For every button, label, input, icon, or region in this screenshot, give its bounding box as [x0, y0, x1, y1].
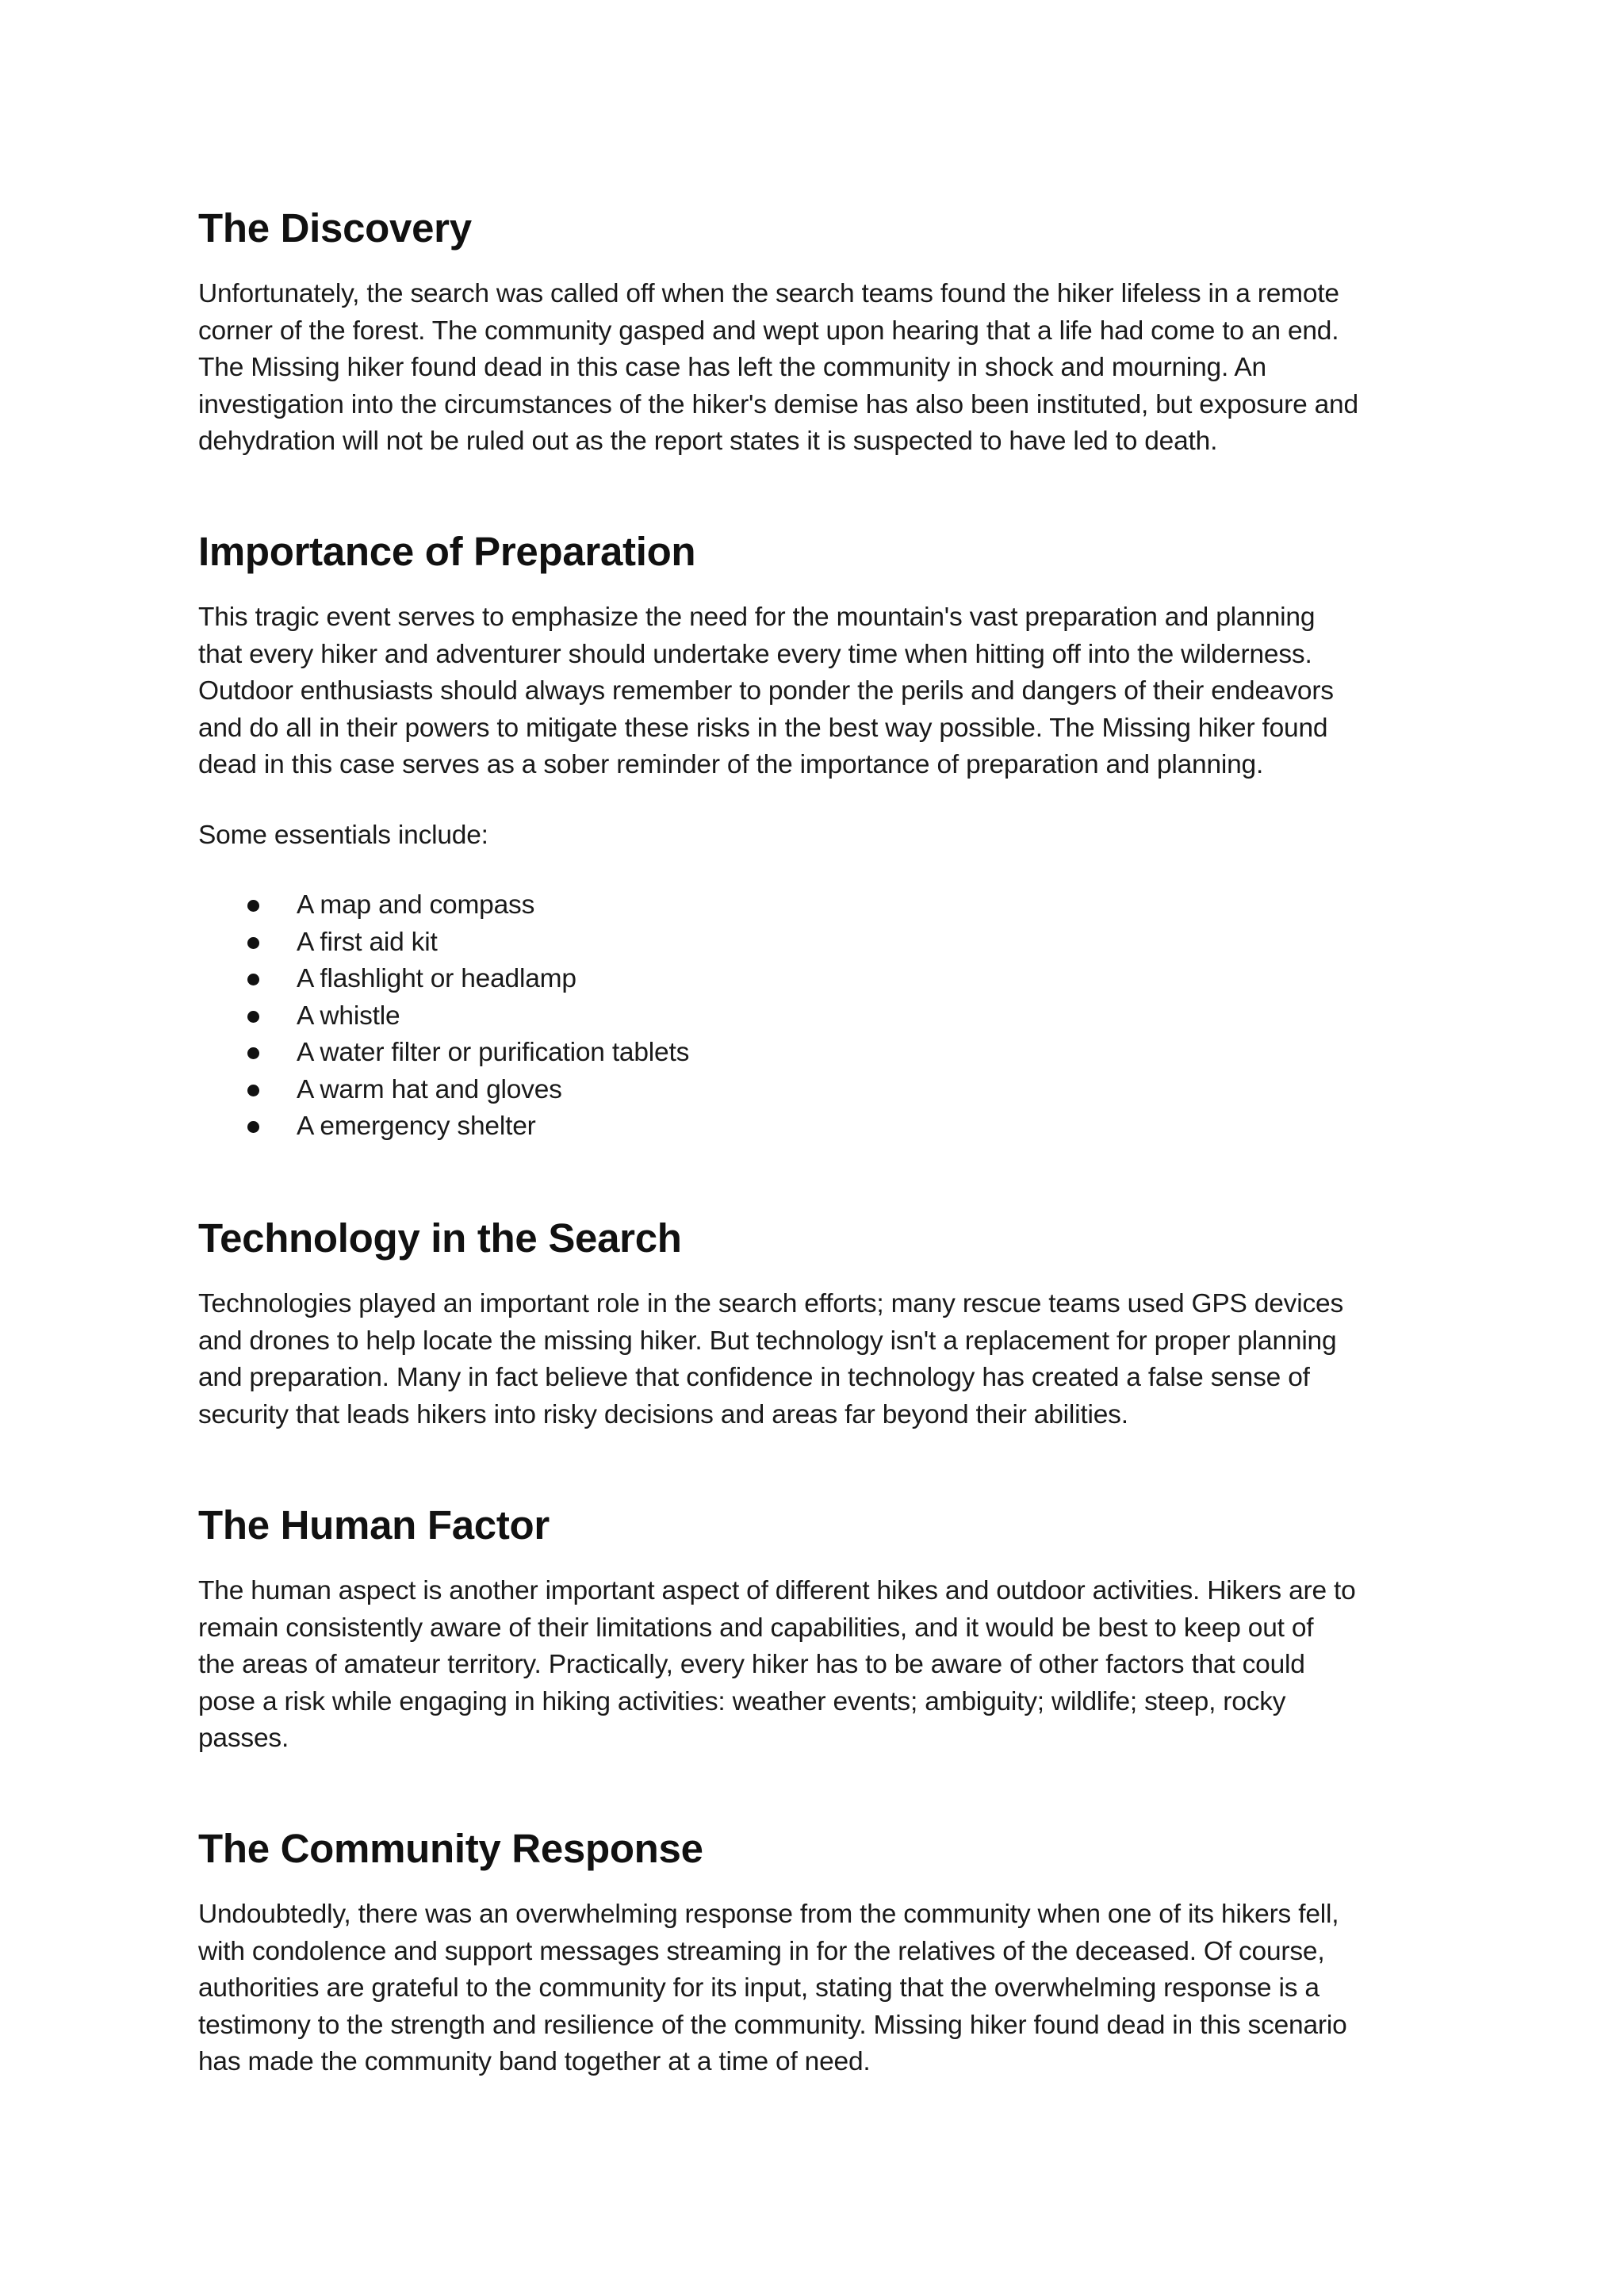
section-heading: Technology in the Search [198, 1215, 682, 1261]
list-intro: Some essentials include: [198, 820, 488, 850]
list-item-text: A whistle [297, 1001, 400, 1031]
section-heading: Importance of Preparation [198, 529, 696, 574]
bullet-icon [247, 1085, 259, 1096]
list-item [198, 924, 1435, 962]
list-item-text: A emergency shelter [297, 1112, 536, 1141]
section-technology [198, 1208, 1435, 1433]
section-heading: The Discovery [198, 205, 472, 251]
section-preparation [198, 522, 1435, 1146]
list-item-text: A flashlight or headlamp [297, 964, 576, 993]
bullet-icon [247, 937, 259, 949]
bullet-icon [247, 1047, 259, 1059]
bullet-icon [247, 1011, 259, 1023]
section-paragraph: This tragic event serves to emphasize the need for the mountain's vast preparation and planning that every hiker and adventurer should undertake every time when hitting off into the wilderness. Outdoor enthusiasts should always remember to ponder the perils and dangers of their endeavors and do all in their powers to mitigate these risks in the best way possible. The Missing hiker found dead in this case serves as a sober reminder of the importance of preparation and planning. [198, 603, 1334, 779]
list-item [198, 1108, 1435, 1146]
list-item [198, 1035, 1435, 1072]
section-discovery [198, 198, 1435, 461]
section-paragraph: Unfortunately, the search was called off when the search teams found the hiker lifeless in a remote corner of the forest. The community gasped and wept upon hearing that a life had come to an end. The Missing hiker found dead in this case has left the community in shock and mourning. An investigation into the circumstances of the hiker's demise has also been instituted, but exposure and dehydration will not be ruled out as the report states it is suspected to have led to death. [198, 279, 1358, 456]
essentials-list [198, 887, 1435, 1146]
bullet-icon [247, 900, 259, 912]
list-item-text: A water filter or purification tablets [297, 1038, 690, 1067]
list-item-text: A warm hat and gloves [297, 1074, 562, 1104]
section-heading: The Community Response [198, 1826, 703, 1871]
list-item [198, 887, 1435, 924]
section-community-response [198, 1819, 1435, 2081]
section-human-factor [198, 1495, 1435, 1758]
bullet-icon [247, 974, 259, 985]
list-item-text: A map and compass [297, 890, 535, 920]
bullet-icon [247, 1121, 259, 1133]
section-paragraph: Technologies played an important role in the search efforts; many rescue teams used GPS devices and drones to help locate the missing hiker. But technology isn't a replacement for proper planning and preparation. Many in fact believe that confidence in technology has created a false sense of security that leads hikers into risky decisions and areas far beyond their abilities. [198, 1289, 1343, 1429]
section-heading: The Human Factor [198, 1502, 550, 1548]
list-item-text: A first aid kit [297, 927, 438, 957]
section-paragraph: Undoubtedly, there was an overwhelming response from the community when one of its hikers fell, with condolence and support messages streaming in for the relatives of the deceased. Of course, authorities are grateful to the community for its input, stating that the overwhelming response is a testimony to the strength and resilience of the community. Missing hiker found dead in this scenario has made the community band together at a time of need. [198, 1900, 1347, 2076]
list-item [198, 1072, 1435, 1109]
section-paragraph: The human aspect is another important aspect of different hikes and outdoor activities. Hikers are to remain consistently aware of their limitations and capabilities, and it would be best to keep out of the areas of amateur territory. Practically, every hiker has to be aware of other factors that could pose a risk while engaging in hiking activities: weather events; ambiguity; wildlife; steep, rocky passes. [198, 1576, 1356, 1753]
list-item [198, 998, 1435, 1035]
list-item [198, 961, 1435, 998]
